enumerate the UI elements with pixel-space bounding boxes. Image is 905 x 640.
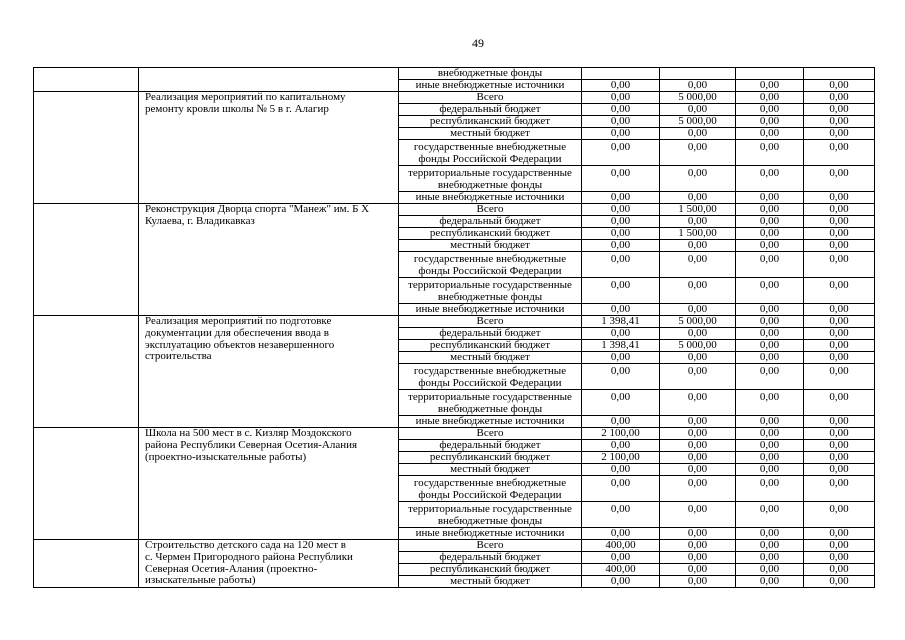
description-line: Северная Осетия-Алания (проектно- <box>145 562 318 575</box>
description-line: ремонту кровли школы № 5 в г. Алагир <box>145 102 329 115</box>
funding-source-cell <box>399 428 582 440</box>
amount-cell: 0,00 <box>804 340 875 352</box>
amount-cell: 0,00 <box>660 564 736 576</box>
amount-cell: 0,00 <box>582 116 660 128</box>
amount-cell: 0,00 <box>804 416 875 428</box>
amount-cell: 0,00 <box>582 252 660 278</box>
amount-cell: 0,00 <box>804 390 875 416</box>
amount-cell: 0,00 <box>804 502 875 528</box>
funding-source-line: республиканский бюджет <box>429 339 551 351</box>
amount-cell <box>804 68 875 80</box>
amount-cell: 0,00 <box>660 278 736 304</box>
amount-cell: 0,00 <box>804 464 875 476</box>
amount-cell: 0,00 <box>660 80 736 92</box>
amount-cell: 0,00 <box>736 428 804 440</box>
amount-cell: 0,00 <box>736 564 804 576</box>
amount-cell: 0,00 <box>660 416 736 428</box>
amount-cell: 0,00 <box>804 452 875 464</box>
description-line: документации для обеспечения ввода в <box>145 326 329 339</box>
funding-source-cell <box>399 390 582 416</box>
description-cell <box>139 540 399 588</box>
amount-cell: 0,00 <box>736 576 804 588</box>
table-row <box>34 428 875 440</box>
amount-cell <box>660 68 736 80</box>
item-number-cell <box>34 316 139 428</box>
funding-source-line: республиканский бюджет <box>429 451 551 463</box>
amount-cell <box>736 68 804 80</box>
amount-cell: 0,00 <box>582 352 660 364</box>
amount-cell: 0,00 <box>660 140 736 166</box>
amount-cell: 0,00 <box>736 528 804 540</box>
amount-cell: 0,00 <box>736 416 804 428</box>
funding-source-cell <box>399 502 582 528</box>
amount-cell: 0,00 <box>582 240 660 252</box>
amount-cell: 0,00 <box>660 252 736 278</box>
description-line: с. Чермен Пригородного района Республики <box>145 550 353 563</box>
description-line: района Республики Северная Осетия-Алания <box>145 438 358 451</box>
amount-cell: 0,00 <box>582 304 660 316</box>
funding-source-line: Всего <box>476 539 504 551</box>
amount-cell: 0,00 <box>804 166 875 192</box>
funding-source-line: местный бюджет <box>450 575 530 588</box>
amount-cell: 0,00 <box>660 192 736 204</box>
table-row <box>34 204 875 216</box>
amount-cell: 0,00 <box>804 92 875 104</box>
funding-source-cell <box>399 166 582 192</box>
amount-cell: 0,00 <box>582 204 660 216</box>
amount-cell: 0,00 <box>804 140 875 166</box>
funding-source-cell <box>399 204 582 216</box>
funding-source-cell <box>399 278 582 304</box>
funding-source-cell <box>399 116 582 128</box>
amount-cell: 0,00 <box>736 502 804 528</box>
funding-source-cell <box>399 352 582 364</box>
amount-cell: 0,00 <box>736 340 804 352</box>
item-number-cell <box>34 428 139 540</box>
amount-cell: 0,00 <box>736 240 804 252</box>
funding-source-cell <box>399 416 582 428</box>
amount-cell: 0,00 <box>804 540 875 552</box>
amount-cell: 0,00 <box>804 428 875 440</box>
funding-source-cell <box>399 364 582 390</box>
funding-source-cell <box>399 192 582 204</box>
funding-source-line: местный бюджет <box>450 463 530 475</box>
amount-cell: 0,00 <box>804 116 875 128</box>
amount-cell: 0,00 <box>582 140 660 166</box>
funding-source-line: государственные внебюджетные <box>413 477 567 489</box>
funding-source-line: внебюджетные фонды <box>437 291 543 303</box>
amount-cell: 0,00 <box>736 278 804 304</box>
amount-cell: 0,00 <box>660 440 736 452</box>
amount-cell: 0,00 <box>736 328 804 340</box>
amount-cell: 400,00 <box>582 540 660 552</box>
funding-source-cell <box>399 240 582 252</box>
funding-source-line: внебюджетные фонды <box>437 403 543 415</box>
description-line: Реконструкция Дворца спорта "Манеж" им. Б Х <box>145 203 370 215</box>
amount-cell: 0,00 <box>660 166 736 192</box>
amount-cell: 0,00 <box>660 452 736 464</box>
funding-source-line: республиканский бюджет <box>429 563 551 576</box>
funding-source-line: государственные внебюджетные <box>413 141 567 153</box>
amount-cell: 0,00 <box>804 476 875 502</box>
amount-cell: 0,00 <box>804 328 875 340</box>
amount-cell: 0,00 <box>736 352 804 364</box>
funding-source-line: республиканский бюджет <box>429 227 551 239</box>
funding-source-cell <box>399 252 582 278</box>
funding-source-line: местный бюджет <box>450 127 530 139</box>
description-cell <box>139 204 399 316</box>
funding-source-line: фонды Российской Федерации <box>418 265 562 277</box>
description-line: эксплуатацию объектов незавершенного <box>145 338 335 351</box>
amount-cell: 0,00 <box>736 476 804 502</box>
funding-source-cell <box>399 104 582 116</box>
description-line: Реализация мероприятий по подготовке <box>145 315 332 327</box>
funding-source-line: иные внебюджетные источники <box>415 415 565 427</box>
amount-cell: 0,00 <box>582 502 660 528</box>
amount-cell: 0,00 <box>582 416 660 428</box>
item-number-cell <box>34 204 139 316</box>
amount-cell: 0,00 <box>736 540 804 552</box>
description-line: строительства <box>145 350 212 363</box>
funding-source-cell <box>399 564 582 576</box>
amount-cell: 0,00 <box>582 80 660 92</box>
description-line: Строительство детского сада на 120 мест в <box>145 539 346 551</box>
amount-cell: 0,00 <box>660 352 736 364</box>
amount-cell: 0,00 <box>804 352 875 364</box>
funding-source-line: государственные внебюджетные <box>413 365 567 377</box>
table-row <box>34 68 875 80</box>
amount-cell: 0,00 <box>582 192 660 204</box>
funding-source-line: Всего <box>476 315 504 327</box>
amount-cell: 0,00 <box>582 228 660 240</box>
amount-cell: 0,00 <box>660 540 736 552</box>
funding-source-cell <box>399 80 582 92</box>
amount-cell: 5 000,00 <box>660 92 736 104</box>
amount-cell: 0,00 <box>736 204 804 216</box>
amount-cell: 0,00 <box>736 140 804 166</box>
funding-source-cell <box>399 328 582 340</box>
funding-source-cell <box>399 68 582 80</box>
funding-source-cell <box>399 528 582 540</box>
amount-cell: 0,00 <box>660 464 736 476</box>
amount-cell: 0,00 <box>736 216 804 228</box>
funding-source-line: федеральный бюджет <box>439 551 541 564</box>
amount-cell: 0,00 <box>736 552 804 564</box>
amount-cell: 0,00 <box>736 304 804 316</box>
table-row <box>34 92 875 104</box>
funding-source-cell <box>399 576 582 588</box>
amount-cell: 5 000,00 <box>660 316 736 328</box>
funding-source-line: местный бюджет <box>450 239 530 251</box>
funding-source-line: федеральный бюджет <box>439 103 541 115</box>
amount-cell: 0,00 <box>804 228 875 240</box>
page-number: 49 <box>472 36 484 50</box>
amount-cell: 0,00 <box>736 390 804 416</box>
amount-cell: 0,00 <box>736 166 804 192</box>
budget-table-body <box>34 68 875 588</box>
description-cell <box>139 92 399 204</box>
funding-source-cell <box>399 476 582 502</box>
funding-source-line: иные внебюджетные источники <box>415 191 565 203</box>
funding-source-line: внебюджетные фонды <box>437 179 543 191</box>
amount-cell: 0,00 <box>804 528 875 540</box>
funding-source-line: фонды Российской Федерации <box>418 153 562 165</box>
amount-cell <box>582 68 660 80</box>
amount-cell: 0,00 <box>736 80 804 92</box>
funding-source-line: территориальные государственные <box>408 279 572 291</box>
item-number-cell <box>34 540 139 588</box>
amount-cell: 5 000,00 <box>660 340 736 352</box>
funding-source-line: иные внебюджетные источники <box>415 303 565 315</box>
amount-cell: 0,00 <box>804 240 875 252</box>
amount-cell: 0,00 <box>660 216 736 228</box>
amount-cell: 0,00 <box>582 464 660 476</box>
table-row <box>34 316 875 328</box>
funding-source-line: Всего <box>476 91 504 103</box>
amount-cell: 0,00 <box>804 552 875 564</box>
description-line: Школа на 500 мест в с. Кизляр Моздокского <box>145 427 352 439</box>
funding-source-cell <box>399 464 582 476</box>
funding-source-cell <box>399 552 582 564</box>
amount-cell: 0,00 <box>736 92 804 104</box>
funding-source-cell <box>399 128 582 140</box>
amount-cell: 0,00 <box>804 216 875 228</box>
amount-cell: 0,00 <box>582 166 660 192</box>
description-line: Кулаева, г. Владикавказ <box>145 214 255 227</box>
amount-cell: 1 500,00 <box>660 204 736 216</box>
amount-cell: 0,00 <box>804 304 875 316</box>
amount-cell: 0,00 <box>660 428 736 440</box>
amount-cell: 0,00 <box>736 316 804 328</box>
amount-cell: 0,00 <box>660 328 736 340</box>
funding-source-line: иные внебюджетные источники <box>415 527 565 539</box>
amount-cell: 0,00 <box>660 304 736 316</box>
amount-cell: 0,00 <box>660 502 736 528</box>
funding-source-line: федеральный бюджет <box>439 439 541 451</box>
funding-source-line: территориальные государственные <box>408 167 572 179</box>
description-line: изыскательные работы) <box>145 574 256 587</box>
amount-cell: 0,00 <box>660 240 736 252</box>
amount-cell: 0,00 <box>736 116 804 128</box>
budget-table <box>33 67 875 588</box>
funding-source-cell <box>399 440 582 452</box>
amount-cell: 0,00 <box>582 364 660 390</box>
item-number-cell <box>34 68 139 92</box>
amount-cell: 0,00 <box>804 564 875 576</box>
amount-cell: 0,00 <box>804 440 875 452</box>
description-line: (проектно-изыскательные работы) <box>145 450 307 463</box>
amount-cell: 0,00 <box>660 476 736 502</box>
amount-cell: 0,00 <box>736 128 804 140</box>
funding-source-line: фонды Российской Федерации <box>418 489 562 501</box>
description-cell <box>139 428 399 540</box>
funding-source-cell <box>399 216 582 228</box>
amount-cell: 0,00 <box>804 192 875 204</box>
amount-cell: 2 100,00 <box>582 452 660 464</box>
amount-cell: 0,00 <box>582 576 660 588</box>
table-row <box>34 540 875 552</box>
amount-cell: 0,00 <box>660 364 736 390</box>
amount-cell: 0,00 <box>804 252 875 278</box>
funding-source-line: Всего <box>476 427 504 439</box>
amount-cell: 0,00 <box>660 390 736 416</box>
amount-cell: 0,00 <box>804 278 875 304</box>
amount-cell: 400,00 <box>582 564 660 576</box>
funding-source-cell <box>399 540 582 552</box>
funding-source-line: территориальные государственные <box>408 503 572 515</box>
amount-cell: 0,00 <box>582 476 660 502</box>
amount-cell: 0,00 <box>582 104 660 116</box>
amount-cell: 2 100,00 <box>582 428 660 440</box>
amount-cell: 0,00 <box>660 552 736 564</box>
amount-cell: 0,00 <box>582 328 660 340</box>
funding-source-line: государственные внебюджетные <box>413 253 567 265</box>
amount-cell: 0,00 <box>804 364 875 390</box>
funding-source-line: внебюджетные фонды <box>437 67 543 79</box>
amount-cell: 0,00 <box>582 216 660 228</box>
amount-cell: 0,00 <box>582 92 660 104</box>
amount-cell: 0,00 <box>736 192 804 204</box>
amount-cell: 0,00 <box>736 252 804 278</box>
amount-cell: 1 500,00 <box>660 228 736 240</box>
amount-cell: 0,00 <box>804 204 875 216</box>
amount-cell: 0,00 <box>804 80 875 92</box>
description-cell <box>139 68 399 92</box>
amount-cell: 1 398,41 <box>582 340 660 352</box>
funding-source-cell <box>399 304 582 316</box>
funding-source-line: Всего <box>476 203 504 215</box>
amount-cell: 0,00 <box>804 128 875 140</box>
funding-source-line: территориальные государственные <box>408 391 572 403</box>
amount-cell: 0,00 <box>582 528 660 540</box>
amount-cell: 0,00 <box>660 528 736 540</box>
description-cell <box>139 316 399 428</box>
funding-source-line: федеральный бюджет <box>439 215 541 227</box>
description-line: Реализация мероприятий по капитальному <box>145 91 346 103</box>
amount-cell: 0,00 <box>660 128 736 140</box>
amount-cell: 0,00 <box>804 104 875 116</box>
amount-cell: 0,00 <box>804 316 875 328</box>
funding-source-line: фонды Российской Федерации <box>418 377 562 389</box>
amount-cell: 0,00 <box>582 128 660 140</box>
amount-cell: 0,00 <box>660 104 736 116</box>
amount-cell: 0,00 <box>804 576 875 588</box>
funding-source-line: федеральный бюджет <box>439 327 541 339</box>
amount-cell: 0,00 <box>736 104 804 116</box>
amount-cell: 0,00 <box>660 576 736 588</box>
amount-cell: 0,00 <box>736 440 804 452</box>
funding-source-cell <box>399 452 582 464</box>
amount-cell: 0,00 <box>736 464 804 476</box>
funding-source-cell <box>399 340 582 352</box>
amount-cell: 0,00 <box>582 278 660 304</box>
amount-cell: 5 000,00 <box>660 116 736 128</box>
funding-source-cell <box>399 228 582 240</box>
amount-cell: 0,00 <box>736 364 804 390</box>
amount-cell: 0,00 <box>582 390 660 416</box>
funding-source-cell <box>399 92 582 104</box>
funding-source-line: внебюджетные фонды <box>437 515 543 527</box>
funding-source-line: местный бюджет <box>450 351 530 363</box>
funding-source-line: иные внебюджетные источники <box>415 79 565 91</box>
amount-cell: 1 398,41 <box>582 316 660 328</box>
funding-source-line: республиканский бюджет <box>429 115 551 127</box>
amount-cell: 0,00 <box>582 552 660 564</box>
item-number-cell <box>34 92 139 204</box>
amount-cell: 0,00 <box>736 228 804 240</box>
amount-cell: 0,00 <box>582 440 660 452</box>
amount-cell: 0,00 <box>736 452 804 464</box>
funding-source-cell <box>399 140 582 166</box>
funding-source-cell <box>399 316 582 328</box>
